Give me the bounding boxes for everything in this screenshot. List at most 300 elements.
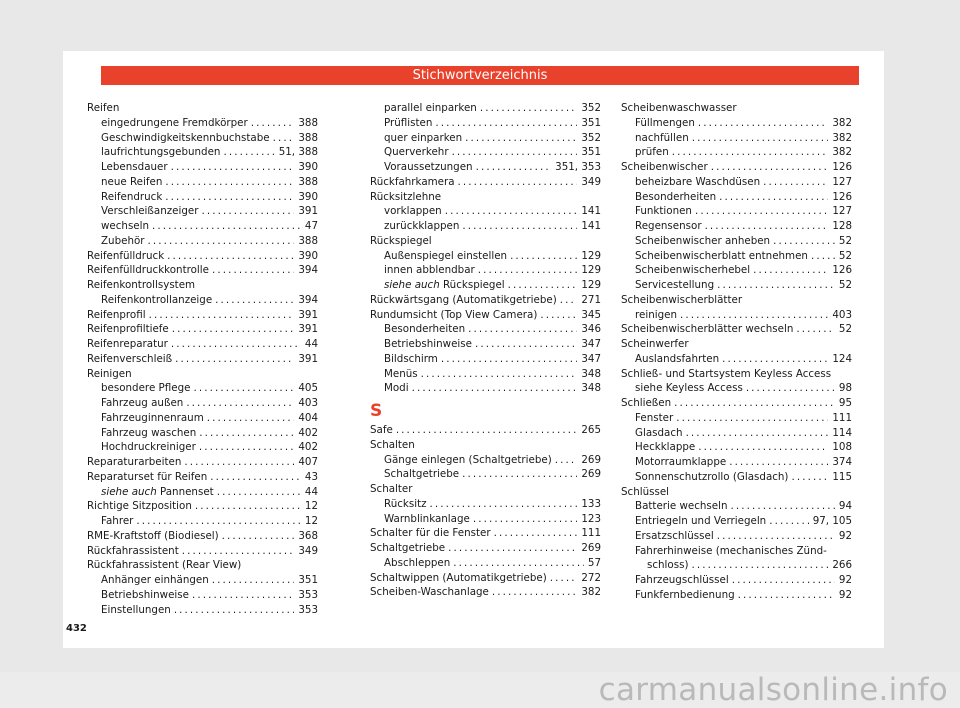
index-entry[interactable]: [621, 175, 852, 190]
entry-term: Schaltgetriebe: [370, 542, 446, 554]
dot-leader: [184, 455, 294, 470]
dot-leader: [717, 278, 835, 293]
index-entry[interactable]: [87, 204, 318, 219]
index-entry[interactable]: [87, 190, 318, 205]
entry-term: Reifenfülldruck: [87, 249, 165, 262]
entry-page: 382: [832, 131, 852, 144]
index-entry[interactable]: [370, 556, 601, 571]
entry-term: Rücksitz: [384, 497, 427, 510]
entry-term: Reifenreparatur: [87, 338, 168, 350]
index-entry[interactable]: [87, 234, 318, 249]
entry-term: Motorraumklappe: [635, 456, 727, 468]
index-entry[interactable]: [370, 278, 601, 293]
entry-term: Schlüssel: [621, 485, 670, 498]
index-entry[interactable]: [621, 308, 852, 323]
index-letter-heading: S: [370, 401, 383, 421]
dot-leader: [473, 512, 577, 527]
entry-page: 351: [581, 146, 601, 159]
index-entry[interactable]: [370, 204, 601, 219]
index-entry[interactable]: [621, 190, 852, 205]
dot-leader: [165, 190, 294, 205]
entry-page: 405: [298, 382, 318, 395]
entry-page: 126: [832, 190, 852, 203]
entry-term: Reinigen: [87, 367, 132, 380]
index-entry[interactable]: [621, 426, 852, 441]
index-entry[interactable]: [370, 145, 601, 160]
dot-leader: [210, 470, 301, 485]
dot-leader: [462, 467, 577, 482]
entry-term: Querverkehr: [384, 146, 449, 159]
dot-leader: [201, 204, 294, 219]
entry-page: 403: [298, 397, 318, 409]
entry-page: 349: [581, 175, 601, 188]
entry-term: [384, 278, 505, 293]
entry-page: 390: [298, 161, 318, 173]
entry-term: Fahrer: [101, 515, 134, 527]
entry-term: Anhänger einhängen: [101, 574, 209, 586]
dot-leader: [445, 204, 578, 219]
entry-term: Scheibenwischerhebel: [635, 264, 751, 277]
entry-term: Besonderheiten: [384, 323, 466, 336]
entry-page: 97, 105: [812, 515, 852, 527]
index-entry[interactable]: [87, 145, 318, 160]
entry-page: 141: [581, 220, 601, 232]
entry-term: Betriebshinweise: [101, 588, 189, 601]
index-entry[interactable]: [621, 440, 852, 455]
dot-leader: [195, 499, 301, 514]
index-entry[interactable]: [370, 571, 601, 586]
index-entry[interactable]: [370, 541, 601, 556]
dot-leader: [791, 470, 828, 485]
entry-page: 115: [832, 470, 852, 483]
index-entry[interactable]: [370, 585, 601, 600]
index-entry[interactable]: [87, 263, 318, 278]
dot-leader: [763, 175, 828, 190]
entry-term: Reparaturset für Reifen: [87, 470, 208, 483]
index-entry[interactable]: [621, 470, 852, 485]
index-entry[interactable]: [370, 367, 601, 382]
index-column-3: [621, 101, 852, 603]
entry-term: parallel einparken: [384, 102, 477, 114]
index-heading: [621, 367, 852, 382]
watermark[interactable]: carmanualsonline.info: [0, 672, 960, 708]
entry-page: 129: [581, 279, 601, 291]
entry-term: innen abblendbar: [384, 264, 475, 277]
index-entry[interactable]: [621, 499, 852, 514]
entry-page: 390: [298, 249, 318, 262]
dot-leader: [223, 145, 274, 160]
entry-page: 351, 353: [555, 161, 601, 173]
index-entry[interactable]: [621, 352, 852, 367]
entry-page: 114: [832, 426, 852, 439]
entry-page: 12: [304, 500, 318, 513]
index-entry[interactable]: [87, 529, 318, 544]
entry-see-also: siehe auch: [101, 485, 157, 498]
entry-page: 111: [832, 411, 852, 424]
index-entry[interactable]: [621, 131, 852, 146]
entry-term: Rückspiegel: [370, 234, 432, 247]
entry-page: 44: [304, 485, 318, 498]
dot-leader: [769, 514, 808, 529]
dot-leader: [711, 160, 829, 175]
entry-term: Verschleißanzeiger: [101, 205, 199, 218]
entry-term: beheizbare Waschdüsen: [635, 175, 761, 188]
dot-leader: [175, 352, 294, 367]
entry-term: Reifendruck: [101, 190, 163, 203]
entry-term: Servicestellung: [635, 279, 715, 291]
entry-page: 353: [298, 588, 318, 601]
dot-leader: [462, 219, 577, 234]
entry-term: Auslandsfahrten: [635, 352, 720, 365]
entry-page: 407: [298, 456, 318, 468]
entry-term: Abschleppen: [384, 556, 451, 569]
index-entry[interactable]: [370, 381, 601, 396]
index-entry[interactable]: [87, 160, 318, 175]
entry-term: Besonderheiten: [635, 190, 717, 203]
dot-leader: [550, 571, 578, 586]
index-heading: [370, 234, 601, 249]
index-entry[interactable]: [370, 467, 601, 482]
entry-page: 111: [581, 527, 601, 540]
entry-page: 269: [581, 542, 601, 554]
entry-term: Rückfahrassistent: [87, 544, 179, 557]
index-entry[interactable]: [87, 544, 318, 559]
entry-page: 98: [838, 382, 852, 395]
dot-leader: [672, 145, 829, 160]
index-heading: [370, 482, 601, 497]
index-entry[interactable]: [370, 322, 601, 337]
index-entry[interactable]: [87, 440, 318, 455]
index-entry[interactable]: [87, 573, 318, 588]
index-heading: [87, 367, 318, 382]
entry-page: 352: [581, 131, 601, 144]
entry-page: 353: [298, 603, 318, 616]
entry-term: laufrichtungsgebunden: [101, 146, 221, 159]
dot-leader: [674, 396, 835, 411]
dot-leader: [732, 573, 835, 588]
index-entry[interactable]: [87, 249, 318, 264]
entry-term: Einstellungen: [101, 603, 171, 616]
dot-leader: [475, 337, 577, 352]
index-entry[interactable]: [87, 116, 318, 131]
index-entry[interactable]: [370, 512, 601, 527]
entry-page: 403: [832, 308, 852, 321]
entry-page: 12: [304, 515, 318, 527]
entry-term: Rücksitzlehne: [370, 190, 442, 203]
index-entry[interactable]: [87, 455, 318, 470]
index-entry[interactable]: [621, 160, 852, 175]
index-entry[interactable]: [370, 249, 601, 264]
entry-term: Betriebshinweise: [384, 338, 472, 350]
dot-leader: [738, 588, 835, 603]
entry-term: [101, 485, 214, 500]
entry-term: Fahrzeug außen: [101, 397, 184, 409]
index-entry[interactable]: [621, 263, 852, 278]
index-entry[interactable]: [621, 514, 852, 529]
index-entry[interactable]: [87, 337, 318, 352]
index-entry[interactable]: [87, 470, 318, 485]
dot-leader: [453, 556, 584, 571]
dot-leader: [396, 423, 578, 438]
index-entry[interactable]: [370, 308, 601, 323]
index-entry[interactable]: [621, 411, 852, 426]
entry-page: 347: [581, 352, 601, 365]
index-heading: [621, 544, 852, 559]
dot-leader: [273, 131, 295, 146]
entry-page: 129: [581, 264, 601, 277]
entry-term: Glasdach: [635, 426, 683, 439]
entry-page: 394: [298, 264, 318, 277]
index-entry[interactable]: [87, 175, 318, 190]
dot-leader: [465, 131, 577, 146]
index-entry[interactable]: [87, 219, 318, 234]
entry-term: Bildschirm: [384, 352, 438, 365]
entry-term: Fenster: [635, 411, 674, 424]
dot-leader: [207, 411, 295, 426]
dot-leader: [171, 337, 301, 352]
dot-leader: [555, 453, 578, 468]
index-entry[interactable]: [621, 116, 852, 131]
dot-leader: [480, 101, 578, 116]
dot-leader: [149, 308, 295, 323]
entry-term: Regensensor: [635, 220, 702, 232]
entry-page: 269: [581, 453, 601, 466]
entry-term: Menüs: [384, 367, 418, 380]
index-entry[interactable]: [87, 426, 318, 441]
index-entry[interactable]: [370, 219, 601, 234]
entry-page: 402: [298, 441, 318, 454]
dot-leader: [686, 426, 829, 441]
index-entry[interactable]: [370, 453, 601, 468]
index-entry[interactable]: [87, 499, 318, 514]
index-entry[interactable]: [621, 234, 852, 249]
entry-term: Fahrzeugschlüssel: [635, 574, 729, 586]
entry-term: Batterie wechseln: [635, 500, 728, 513]
index-entry[interactable]: [370, 131, 601, 146]
entry-page: 124: [832, 352, 852, 365]
index-entry[interactable]: [621, 278, 852, 293]
entry-page: 51, 388: [278, 146, 318, 159]
index-entry[interactable]: [370, 497, 601, 512]
index-entry[interactable]: [370, 423, 601, 438]
entry-page: 382: [581, 586, 601, 599]
index-entry[interactable]: [87, 588, 318, 603]
entry-term: Außenspiegel einstellen: [384, 249, 508, 262]
entry-page: 347: [581, 338, 601, 350]
entry-page: 352: [581, 102, 601, 114]
index-entry[interactable]: [87, 485, 318, 500]
index-entry[interactable]: [621, 322, 852, 337]
index-entry[interactable]: [87, 396, 318, 411]
entry-page: 52: [838, 234, 852, 247]
dot-leader: [452, 145, 578, 160]
index-entry[interactable]: [621, 381, 852, 396]
entry-term: Entriegeln und Verriegeln: [635, 515, 767, 527]
index-entry[interactable]: [621, 396, 852, 411]
entry-page: 266: [832, 559, 852, 572]
index-entry[interactable]: [621, 249, 852, 264]
index-entry[interactable]: [87, 131, 318, 146]
entry-term: reinigen: [635, 308, 677, 321]
entry-term: Richtige Sitzposition: [87, 500, 192, 513]
entry-page: 394: [298, 293, 318, 306]
dot-leader: [695, 204, 828, 219]
entry-term: Füllmengen: [635, 116, 695, 129]
entry-page: 128: [832, 220, 852, 232]
index-entry[interactable]: [87, 322, 318, 337]
index-entry[interactable]: [621, 204, 852, 219]
index-entry[interactable]: [621, 558, 852, 573]
index-column-1: [87, 101, 318, 617]
index-column-2: [370, 101, 601, 600]
entry-term: Schalten: [370, 438, 415, 451]
dot-leader: [193, 381, 294, 396]
entry-term: Schließen: [621, 397, 672, 409]
entry-term: besondere Pflege: [101, 382, 191, 395]
dot-leader: [217, 485, 301, 500]
entry-term: Modi: [384, 382, 409, 395]
dot-leader: [441, 352, 578, 367]
index-entry[interactable]: [87, 381, 318, 396]
index-entry[interactable]: [621, 588, 852, 603]
entry-page: 126: [832, 264, 852, 277]
entry-term: schloss): [647, 559, 689, 572]
dot-leader: [698, 440, 828, 455]
entry-page: 382: [832, 146, 852, 159]
entry-page: 127: [832, 205, 852, 218]
entry-page: 52: [838, 323, 852, 336]
index-entry[interactable]: [370, 526, 601, 541]
entry-page: 388: [298, 234, 318, 247]
entry-term: Rückwärtsgang (Automatikgetriebe): [370, 293, 557, 306]
index-entry[interactable]: [370, 337, 601, 352]
index-entry[interactable]: [370, 352, 601, 367]
entry-term: Funkfernbedienung: [635, 588, 735, 601]
entry-term: Reifenprofil: [87, 308, 146, 321]
entry-term: Fahrzeug waschen: [101, 426, 197, 439]
index-entry[interactable]: [87, 293, 318, 308]
index-entry[interactable]: [87, 352, 318, 367]
index-heading: [87, 101, 318, 116]
index-entry[interactable]: [87, 603, 318, 618]
dot-leader: [560, 293, 578, 308]
index-entry[interactable]: [87, 514, 318, 529]
entry-page: 271: [581, 293, 601, 306]
dot-leader: [458, 175, 578, 190]
dot-leader: [719, 190, 828, 205]
entry-term-text: Rückspiegel: [439, 279, 505, 291]
dot-leader: [722, 352, 828, 367]
index-entry[interactable]: [370, 160, 601, 175]
section-title: Stichwortverzeichnis: [101, 66, 859, 85]
index-heading: [370, 438, 601, 453]
entry-term: Scheibenwischerblätter: [621, 293, 743, 306]
dot-leader: [698, 116, 828, 131]
entry-page: 47: [304, 220, 318, 232]
index-heading: [621, 101, 852, 116]
entry-page: 391: [298, 205, 318, 218]
entry-term: Warnblinkanlage: [384, 512, 470, 525]
index-entry[interactable]: [87, 411, 318, 426]
entry-page: 351: [581, 116, 601, 129]
index-entry[interactable]: [621, 573, 852, 588]
index-entry[interactable]: [370, 101, 601, 116]
entry-term: Funktionen: [635, 205, 692, 218]
dot-leader: [222, 529, 295, 544]
entry-term: Safe: [370, 424, 393, 436]
index-entry[interactable]: [370, 116, 601, 131]
index-entry[interactable]: [370, 175, 601, 190]
entry-page: 351: [298, 574, 318, 586]
entry-term: Scheibenwischer anheben: [635, 234, 771, 247]
index-entry[interactable]: [87, 308, 318, 323]
dot-leader: [212, 573, 295, 588]
dot-leader: [186, 396, 294, 411]
entry-term: Reifenfülldruckkontrolle: [87, 264, 209, 277]
entry-page: 127: [832, 175, 852, 188]
dot-leader: [435, 116, 577, 131]
entry-term: Reifenkontrollsystem: [87, 279, 196, 291]
entry-term: Heckklappe: [635, 441, 696, 454]
entry-page: 141: [581, 205, 601, 218]
dot-leader: [199, 440, 294, 455]
dot-leader: [540, 308, 577, 323]
entry-term: Lebensdauer: [101, 161, 168, 173]
entry-page: 52: [838, 279, 852, 291]
entry-page: 95: [838, 397, 852, 409]
dot-leader: [212, 263, 294, 278]
entry-term: Fahrerhinweise (mechanisches Zünd-: [635, 544, 827, 557]
index-entry[interactable]: [621, 529, 852, 544]
entry-term: Voraussetzungen: [384, 161, 473, 173]
entry-term: Scheibenwaschwasser: [621, 102, 737, 114]
index-entry[interactable]: [370, 263, 601, 278]
entry-term: Zubehör: [101, 234, 145, 247]
index-entry[interactable]: [621, 145, 852, 160]
index-heading: [621, 293, 852, 308]
entry-term: Schaltwippen (Automatikgetriebe): [370, 571, 547, 584]
entry-term: Reifenverschleiß: [87, 352, 173, 365]
dot-leader: [251, 116, 295, 131]
entry-term: Reifenkontrollanzeige: [101, 293, 213, 306]
index-heading: [87, 558, 318, 573]
entry-page: 368: [298, 529, 318, 542]
dot-leader: [421, 367, 578, 382]
dot-leader: [165, 175, 294, 190]
entry-page: 391: [298, 352, 318, 365]
entry-term: Rundumsicht (Top View Camera): [370, 308, 538, 321]
entry-page: 92: [838, 588, 852, 601]
dot-leader: [717, 529, 835, 544]
entry-term: Scheiben-Waschanlage: [370, 586, 489, 599]
entry-page: 133: [581, 497, 601, 510]
dot-leader: [476, 160, 552, 175]
index-entry[interactable]: [370, 293, 601, 308]
entry-term: RME-Kraftstoff (Biodiesel): [87, 529, 219, 542]
entry-term: Reparaturarbeiten: [87, 456, 182, 468]
page-number: 432: [66, 623, 87, 634]
entry-term: zurückklappen: [384, 220, 460, 232]
entry-term: Gänge einlegen (Schaltgetriebe): [384, 453, 552, 466]
dot-leader: [811, 249, 835, 264]
entry-term: prüfen: [635, 146, 669, 159]
index-entry[interactable]: [621, 455, 852, 470]
entry-page: 390: [298, 190, 318, 203]
dot-leader: [676, 411, 828, 426]
dot-leader: [171, 160, 295, 175]
index-entry[interactable]: [621, 219, 852, 234]
dot-leader: [796, 322, 835, 337]
